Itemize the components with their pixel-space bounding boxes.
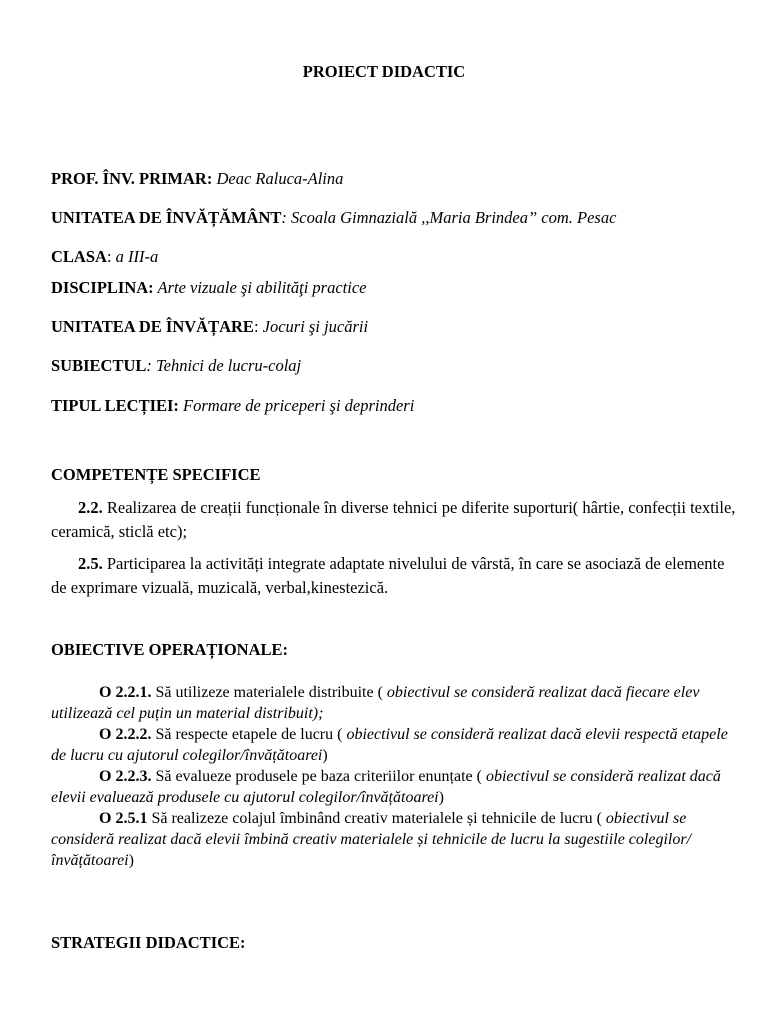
competenta-text: Realizarea de creații funcționale în diverse tehnici pe diferite suporturi( hârtie, confecții textile, ceramică, sticlă etc); bbox=[51, 498, 736, 541]
field-label: CLASA bbox=[51, 247, 107, 266]
section-heading-competente: COMPETENȚE SPECIFICE bbox=[51, 465, 261, 484]
field-prof bbox=[51, 169, 343, 189]
field-unitatea-invatamant bbox=[51, 208, 616, 228]
field-label: SUBIECTUL bbox=[51, 356, 147, 375]
obiectiv-criteriu: obiectivul se consideră realizat dacă elevii îmbină creativ materialele și tehnicile de lucru la sugestiile colegilor/învățătoarei bbox=[51, 810, 692, 869]
field-value: Jocuri şi jucării bbox=[262, 317, 369, 336]
field-separator: : bbox=[106, 247, 116, 266]
field-value: Formare de priceperi şi deprinderi bbox=[178, 396, 415, 415]
obiectiv-item bbox=[51, 682, 741, 724]
section-heading-obiective: OBIECTIVE OPERAȚIONALE: bbox=[51, 640, 289, 659]
field-value: Deac Raluca-Alina bbox=[212, 169, 344, 188]
field-value: a III-a bbox=[115, 247, 159, 266]
competenta-number: 2.2. bbox=[78, 498, 103, 517]
field-subiectul bbox=[51, 356, 301, 376]
obiective-list bbox=[51, 682, 741, 871]
obiectiv-text: Să realizeze colajul îmbinând creativ materialele și tehnicile de lucru ( bbox=[147, 810, 606, 827]
field-label: DISCIPLINA: bbox=[51, 278, 154, 297]
field-unitatea-invatare bbox=[51, 317, 368, 337]
field-tipul-lectiei bbox=[51, 396, 414, 416]
obiectiv-code: O 2.2.1. bbox=[99, 684, 152, 701]
obiectiv-criteriu: obiectivul se consideră realizat dacă elevii evaluează produsele cu ajutorul colegilor/învățătoarei bbox=[51, 768, 721, 806]
obiectiv-tail: ) bbox=[322, 747, 328, 764]
obiectiv-code: O 2.2.3. bbox=[99, 768, 152, 785]
field-value: : Tehnici de lucru-colaj bbox=[146, 356, 302, 375]
competenta-item bbox=[51, 552, 741, 600]
obiectiv-tail: ) bbox=[128, 852, 134, 869]
field-clasa bbox=[51, 247, 158, 267]
obiectiv-tail: ) bbox=[438, 789, 444, 806]
document-title: PROIECT DIDACTIC bbox=[302, 62, 466, 81]
field-label: UNITATEA DE ÎNVĂȚARE bbox=[51, 317, 254, 336]
field-disciplina bbox=[51, 278, 366, 298]
field-label: TIPUL LECȚIEI: bbox=[51, 396, 179, 415]
obiectiv-text: Să evalueze produsele pe baza criteriilor enunțate ( bbox=[151, 768, 486, 785]
obiectiv-text: Să respecte etapele de lucru ( bbox=[151, 726, 347, 743]
obiectiv-text: Să utilizeze materialele distribuite ( bbox=[151, 684, 387, 701]
field-label: PROF. ÎNV. PRIMAR: bbox=[51, 169, 213, 188]
section-heading-strategii: STRATEGII DIDACTICE: bbox=[51, 933, 246, 952]
obiectiv-criteriu: obiectivul se consideră realizat dacă elevii respectă etapele de lucru cu ajutorul colegilor/învățătoarei bbox=[51, 726, 728, 764]
field-separator: : bbox=[253, 317, 263, 336]
obiectiv-criteriu: obiectivul se consideră realizat dacă fiecare elev utilizează cel puțin un material distribuit); bbox=[51, 684, 700, 722]
field-value: : Scoala Gimnazială ,,Maria Brindea” com. Pesac bbox=[281, 208, 617, 227]
competenta-text: Participarea la activități integrate adaptate nivelului de vârstă, în care se asociază de elemente de exprimare vizuală, muzicală, verbal,kinestezică. bbox=[51, 554, 725, 597]
competenta-item bbox=[51, 496, 741, 544]
obiectiv-code: O 2.2.2. bbox=[99, 726, 152, 743]
obiectiv-code: O 2.5.1 bbox=[99, 810, 148, 827]
obiectiv-item bbox=[51, 766, 741, 808]
obiectiv-item bbox=[51, 808, 741, 871]
field-label: UNITATEA DE ÎNVĂȚĂMÂNT bbox=[51, 208, 282, 227]
competenta-number: 2.5. bbox=[78, 554, 103, 573]
obiectiv-item bbox=[51, 724, 741, 766]
field-value: Arte vizuale şi abilităţi practice bbox=[153, 278, 367, 297]
